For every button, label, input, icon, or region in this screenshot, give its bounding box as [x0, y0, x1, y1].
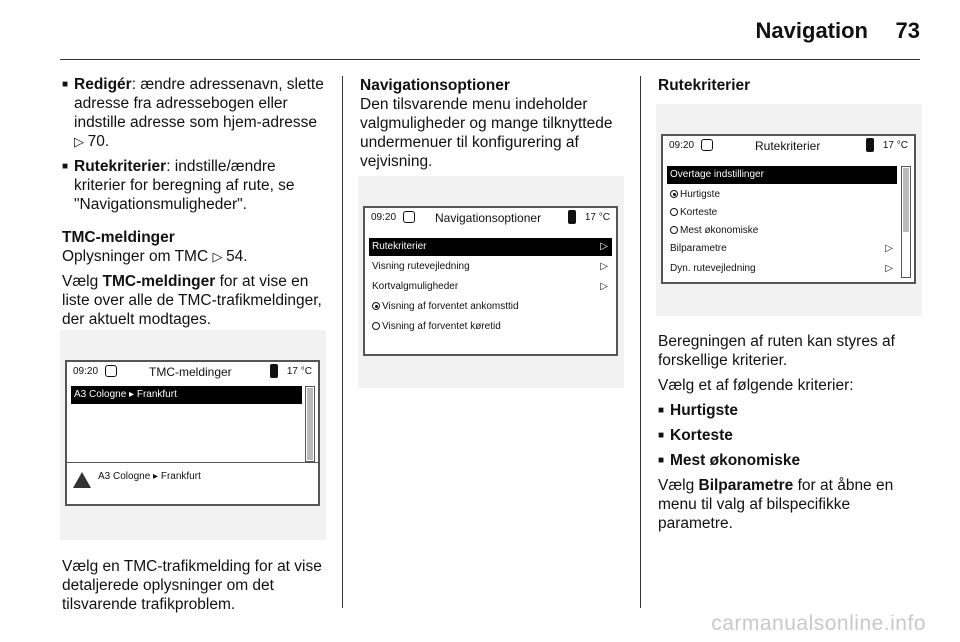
bullet-term: Mest økonomiske	[670, 452, 801, 469]
screen-time: 09:20	[73, 366, 99, 377]
screen-navoptions-wrapper	[358, 176, 624, 388]
menu-item-bilparametre[interactable]	[667, 240, 897, 258]
bullet-hurtigste	[658, 401, 922, 420]
clock-icon	[105, 365, 117, 377]
radio-unselected-icon	[670, 208, 678, 216]
item-label: Korteste	[680, 207, 718, 218]
page-ref: 70.	[87, 133, 110, 150]
caption-text: Vælg en TMC-trafikmelding for at vise detaljerede oplysninger om det tilsvarende trafikproblem.	[62, 558, 322, 613]
screen-rutekriterier-wrapper	[656, 104, 922, 316]
radio-unselected-icon	[372, 322, 380, 330]
tmc-caption	[62, 557, 326, 614]
column-right	[658, 76, 922, 95]
screen-title: Rutekriterier	[755, 139, 821, 153]
thermometer-icon	[270, 364, 278, 378]
bullet-term: Rutekriterier	[74, 158, 167, 175]
screen-temp: 17 °C	[584, 212, 610, 223]
para-term: Bilparametre	[698, 477, 794, 494]
clock-icon	[701, 139, 713, 151]
bullet-term: Korteste	[670, 427, 733, 444]
screen-title: Navigationsoptioner	[435, 211, 542, 225]
radio-ankomsttid[interactable]	[369, 298, 612, 316]
para-text: Oplysninger om TMC	[62, 248, 213, 265]
para-text: Vælg	[658, 477, 699, 494]
chevron-right-icon: ▷	[885, 263, 893, 274]
item-label: Visning rutevejledning	[372, 261, 470, 272]
item-label: Kortvalgmuligheder	[372, 281, 459, 292]
screen-time: 09:20	[371, 212, 397, 223]
item-label: Overtage indstillinger	[670, 169, 764, 180]
bullet-redigér	[62, 75, 326, 151]
tmc-detail-text	[95, 468, 201, 486]
screen-time: 09:20	[669, 140, 695, 151]
scrollbar[interactable]	[305, 386, 315, 462]
item-label: Bilparametre	[670, 243, 727, 254]
reference-arrow-icon: ▷	[212, 249, 227, 264]
column-divider-1	[342, 76, 343, 608]
para-text: Vælg	[62, 273, 103, 290]
item-label: A3 Cologne ▸ Frankfurt	[74, 389, 177, 400]
page-title: Navigation	[755, 18, 868, 43]
rutekriterier-body	[658, 332, 922, 539]
thermometer-icon	[866, 138, 874, 152]
item-label: Hurtigste	[680, 189, 721, 200]
item-label: Visning af forventet ankomsttid	[382, 301, 519, 312]
section-heading-tmc: TMC-meldinger	[62, 229, 175, 246]
column-divider-2	[640, 76, 641, 608]
section-heading-rutekriterier: Rutekriterier	[658, 77, 751, 94]
tmc-message-item[interactable]	[71, 386, 302, 404]
rutekriterier-paragraph-3	[658, 476, 922, 533]
reference-arrow-icon: ▷	[74, 134, 88, 149]
menu-item-dyn-rutevejledning[interactable]	[667, 260, 897, 278]
chevron-right-icon: ▷	[600, 241, 608, 252]
screen-navoptions	[363, 206, 618, 356]
tmc-info-paragraph	[62, 247, 326, 266]
page-header	[0, 0, 960, 60]
detail-label: A3 Cologne ▸ Frankfurt	[98, 471, 201, 482]
radio-mest-oekonomiske[interactable]	[667, 222, 897, 240]
bullet-text: : ændre adressenavn, slette adresse fra adressebogen eller indstille adresse som hjem-adresse	[74, 76, 324, 131]
bullet-korteste	[658, 426, 922, 445]
item-label: Visning af forventet køretid	[382, 321, 501, 332]
bullet-rutekriterier	[62, 157, 326, 214]
para-text: for at åbne en menu til valg af bilspecifikke parametre.	[658, 477, 894, 532]
bullet-term: Hurtigste	[670, 402, 739, 419]
radio-selected-icon	[372, 302, 380, 310]
menu-item-kortvalgmuligheder[interactable]	[369, 278, 612, 296]
para-term: TMC-meldinger	[102, 273, 216, 290]
bullet-mest-oekonomiske	[658, 451, 922, 470]
menu-item-visning-rutevejledning[interactable]	[369, 258, 612, 276]
radio-korteste[interactable]	[667, 204, 897, 222]
traffic-warning-icon	[73, 472, 91, 488]
scrollbar[interactable]	[901, 166, 911, 278]
screen-status-bar	[663, 136, 914, 158]
chevron-right-icon: ▷	[885, 243, 893, 254]
header-rule	[60, 59, 920, 60]
radio-unselected-icon	[670, 226, 678, 234]
page-ref: 54.	[226, 248, 248, 265]
page-number: 73	[895, 18, 920, 43]
bullet-term: Redigér	[74, 76, 132, 93]
column-middle	[360, 76, 624, 171]
radio-hurtigste[interactable]	[667, 186, 897, 204]
scrollbar-thumb[interactable]	[307, 388, 313, 460]
screen-rutekriterier	[661, 134, 916, 284]
menu-item-rutekriterier[interactable]	[369, 238, 612, 256]
rutekriterier-paragraph-2: Vælg et af følgende kriterier:	[658, 377, 854, 394]
screen-tmc-wrapper	[60, 330, 326, 540]
screen-status-bar	[67, 362, 318, 384]
bullet-text: : indstille/ændre kriterier for beregning af rute, se "Navigationsmuligheder".	[74, 158, 295, 213]
tmc-select-paragraph	[62, 272, 326, 329]
clock-icon	[403, 211, 415, 223]
column-left	[62, 75, 326, 335]
screen-temp: 17 °C	[286, 366, 312, 377]
chevron-right-icon: ▷	[600, 281, 608, 292]
rutekriterier-paragraph-1: Beregningen af ruten kan styres af forskellige kriterier.	[658, 333, 895, 369]
watermark: carmanualsonline.info	[711, 612, 926, 635]
item-label: Mest økonomiske	[680, 225, 759, 236]
screen-temp: 17 °C	[882, 140, 908, 151]
item-label: Rutekriterier	[372, 241, 427, 252]
thermometer-icon	[568, 210, 576, 224]
radio-koeretid[interactable]	[369, 318, 612, 336]
chevron-right-icon: ▷	[600, 261, 608, 272]
screen-status-bar	[365, 208, 616, 230]
radio-selected-icon	[670, 190, 678, 198]
menu-item-overtage-indstillinger[interactable]	[667, 166, 897, 184]
scrollbar-thumb[interactable]	[903, 168, 909, 232]
detail-divider	[67, 462, 318, 463]
item-label: Dyn. rutevejledning	[670, 263, 756, 274]
para-text: for at vise en liste over alle de TMC-trafikmeldinger, der aktuelt modtages.	[62, 273, 322, 328]
navigationsoptioner-paragraph: Den tilsvarende menu indeholder valgmuligheder og mange tilknyttede undermenuer til konfigurering af vejvisning.	[360, 96, 613, 170]
screen-tmc	[65, 360, 320, 506]
screen-title: TMC-meldinger	[149, 365, 232, 379]
section-heading-navigationsoptioner: Navigationsoptioner	[360, 77, 510, 94]
